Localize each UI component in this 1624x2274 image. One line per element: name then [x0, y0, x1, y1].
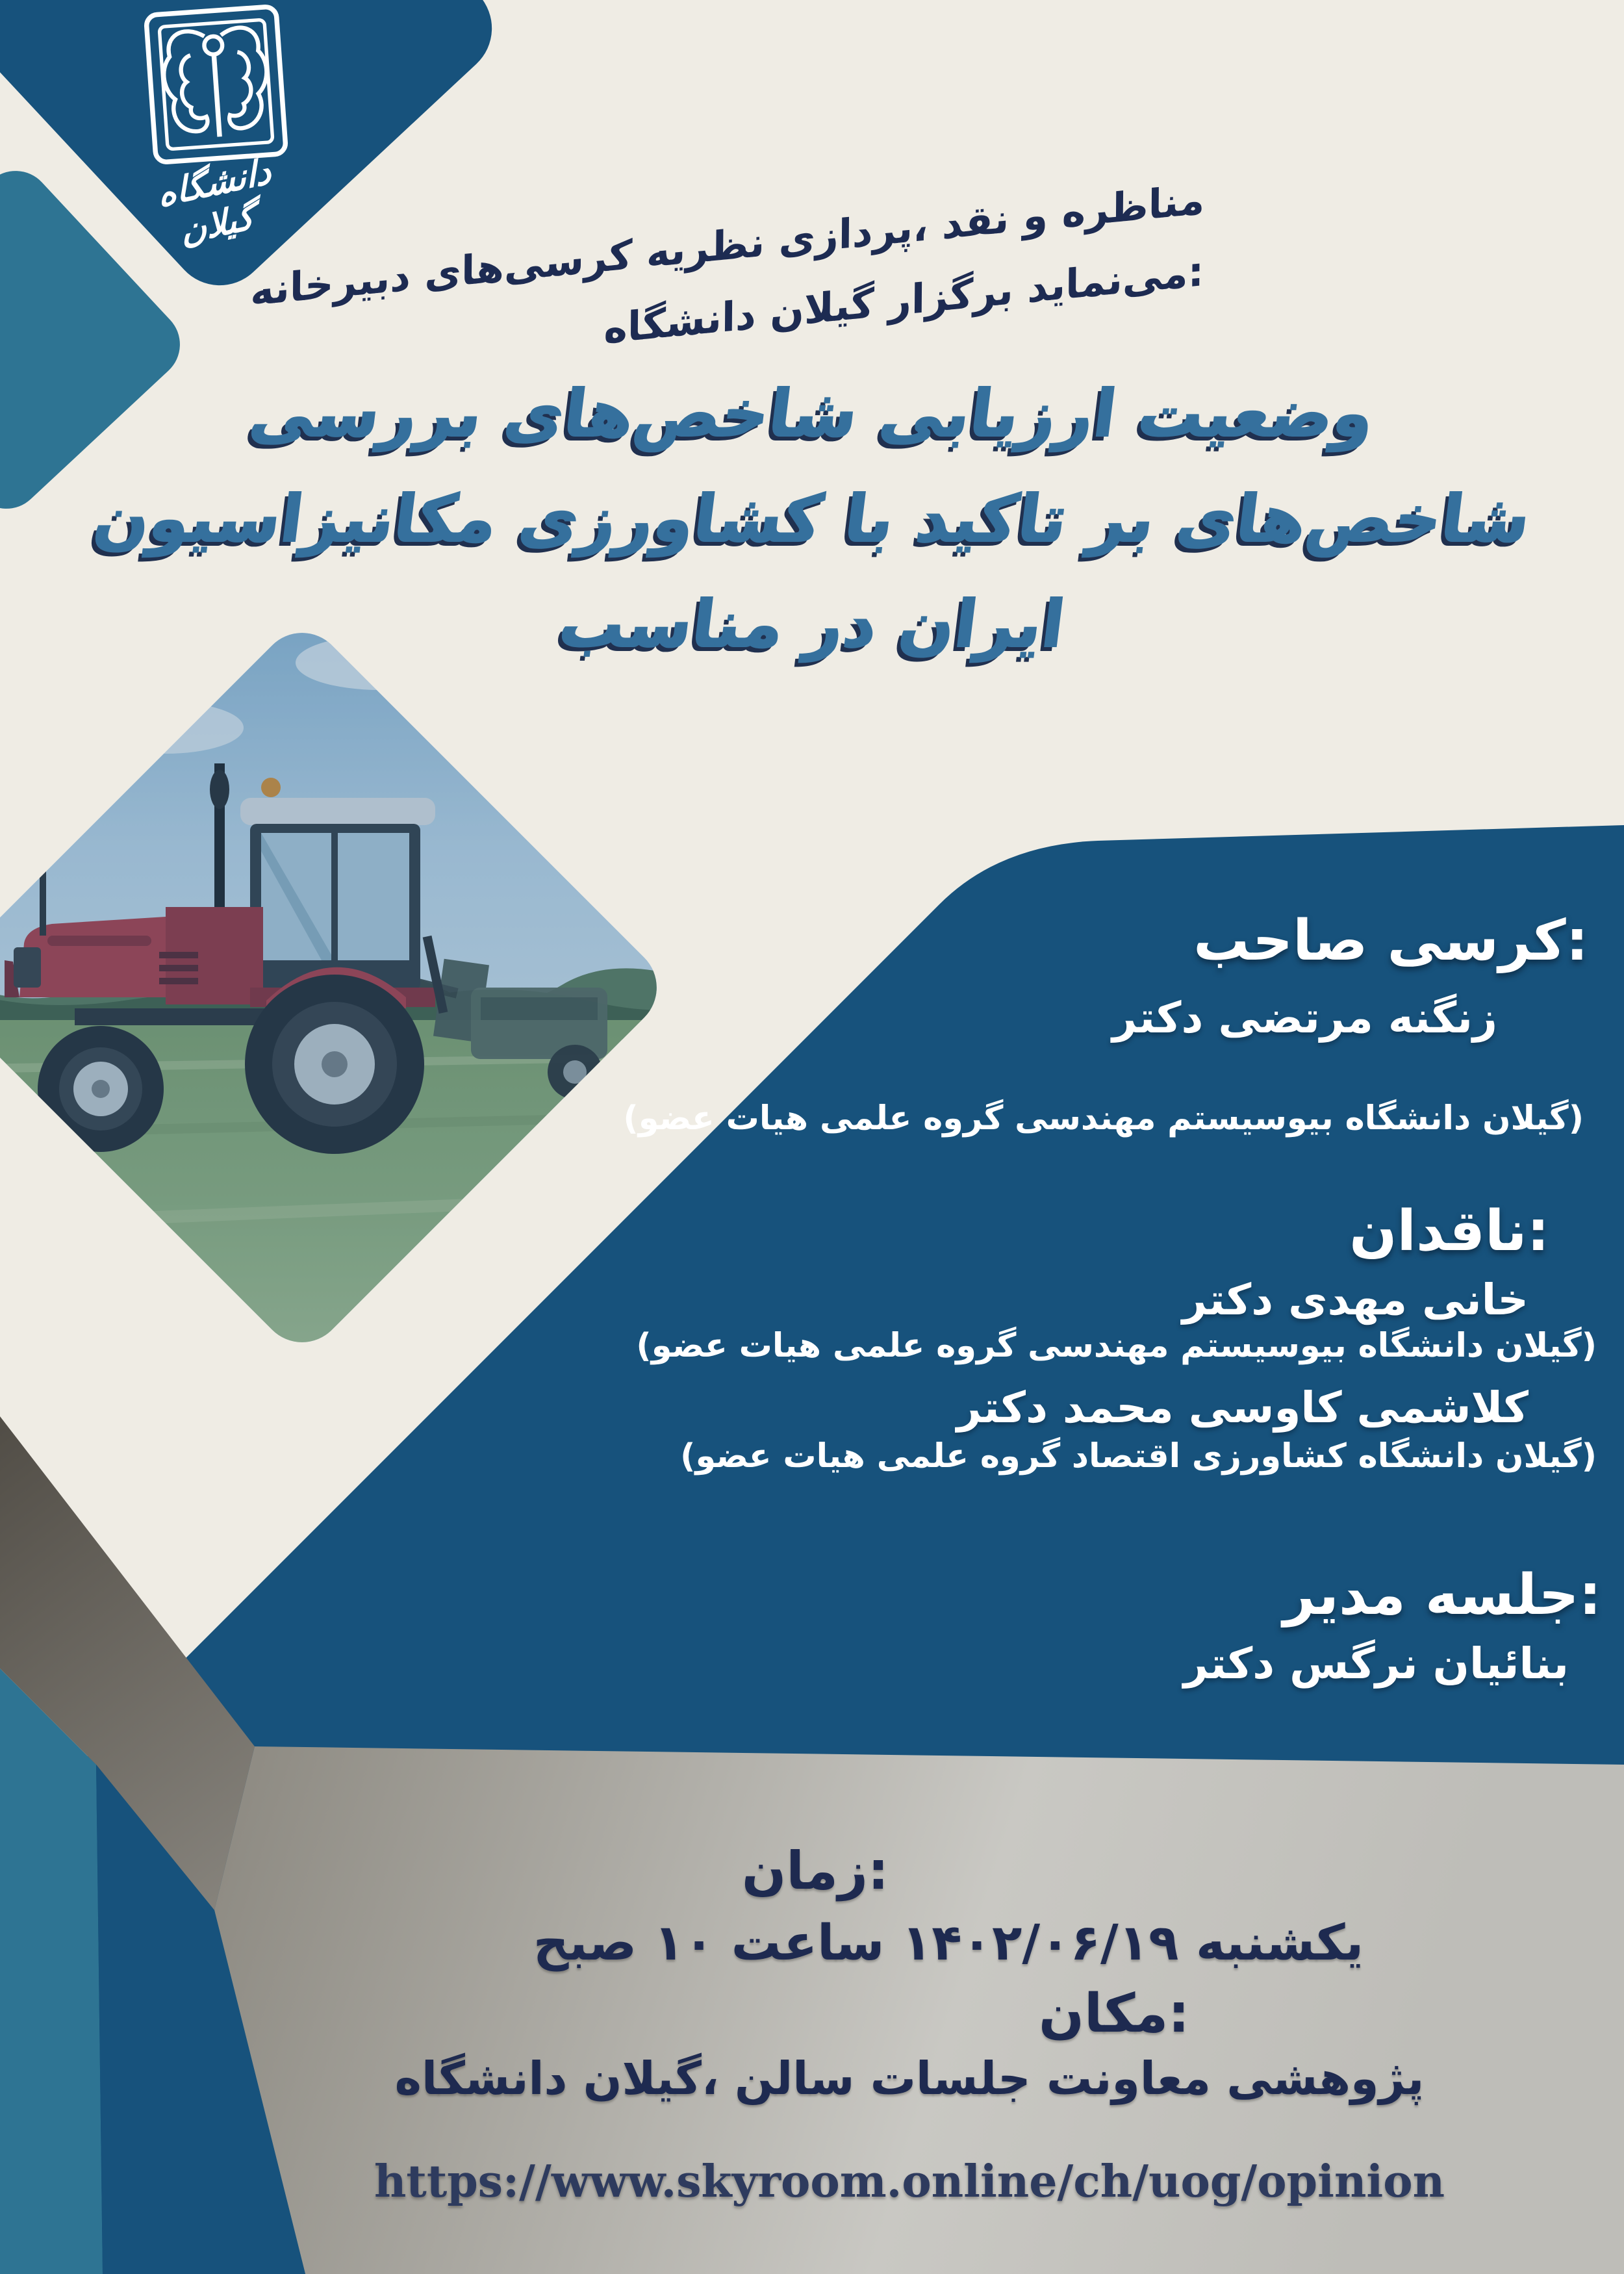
- critic-1-name: دکتر ‎مهدی ‎خانی: [1182, 1275, 1529, 1325]
- event-title-line1: بررسی ‎شاخص‌های ‎ارزیابی ‎وضعیت: [246, 376, 1378, 452]
- moderator-heading: مدیر ‎جلسه:: [1283, 1563, 1601, 1628]
- critic-1-affiliation: (عضو ‎هیات ‎علمی ‎گروه ‎مهندسی ‎بیوسیستم ‎دانشگاه ‎گیلان): [636, 1327, 1597, 1365]
- event-title-line2: مکانیزاسیون ‎کشاورزی ‎با ‎تاکید ‎بر ‎شاخص‌های: [89, 481, 1535, 557]
- critic-2-name: دکتر ‎محمد ‎کاوسی ‎کلاشمی: [956, 1383, 1529, 1433]
- university-of-guilan-emblem-icon: [141, 2, 291, 167]
- moderator-name: دکتر ‎نرگس ‎بنائیان: [1183, 1639, 1569, 1689]
- critics-heading: ناقدان:: [1349, 1199, 1549, 1264]
- skyroom-stream-url[interactable]: https://www.skyroom.online/ch/uog/opinion: [374, 2156, 1445, 2208]
- place-value: دانشگاه ‎گیلان، ‎سالن ‎جلسات ‎معاونت ‎پژوهشی: [394, 2052, 1425, 2105]
- chair-name: دکتر ‎مرتضی ‎زنگنه: [1112, 993, 1497, 1043]
- teal-bottom-strip: [0, 1668, 103, 2274]
- critic-2-affiliation: (عضو ‎هیات ‎علمی ‎گروه ‎اقتصاد ‎کشاورزی ‎دانشگاه ‎گیلان): [680, 1437, 1597, 1476]
- chair-affiliation: (عضو ‎هیات ‎علمی ‎گروه ‎مهندسی ‎بیوسیستم ‎دانشگاه ‎گیلان): [623, 1099, 1584, 1138]
- chair-heading: صاحب ‎کرسی:: [1193, 908, 1588, 973]
- event-title-line3: مناسب ‎در ‎ایران: [555, 586, 1069, 662]
- logo-university-name: دانشگاه گیلان: [157, 150, 272, 253]
- organizer-header-line1: دبیرخانه ‎کرسی‌های ‎نظریه ‎پردازی، ‎نقد ‎و ‎مناظره: [250, 175, 1205, 315]
- time-label: زمان:: [742, 1841, 889, 1901]
- place-label: مکان:: [1038, 1983, 1190, 2045]
- organizer-header-line2: دانشگاه ‎گیلان ‎برگزار ‎می‌نماید:: [603, 248, 1204, 353]
- time-value: یکشنبه ۱۴۰۲/۰۶/۱۹ ساعت ۱۰ صبح: [533, 1913, 1364, 1971]
